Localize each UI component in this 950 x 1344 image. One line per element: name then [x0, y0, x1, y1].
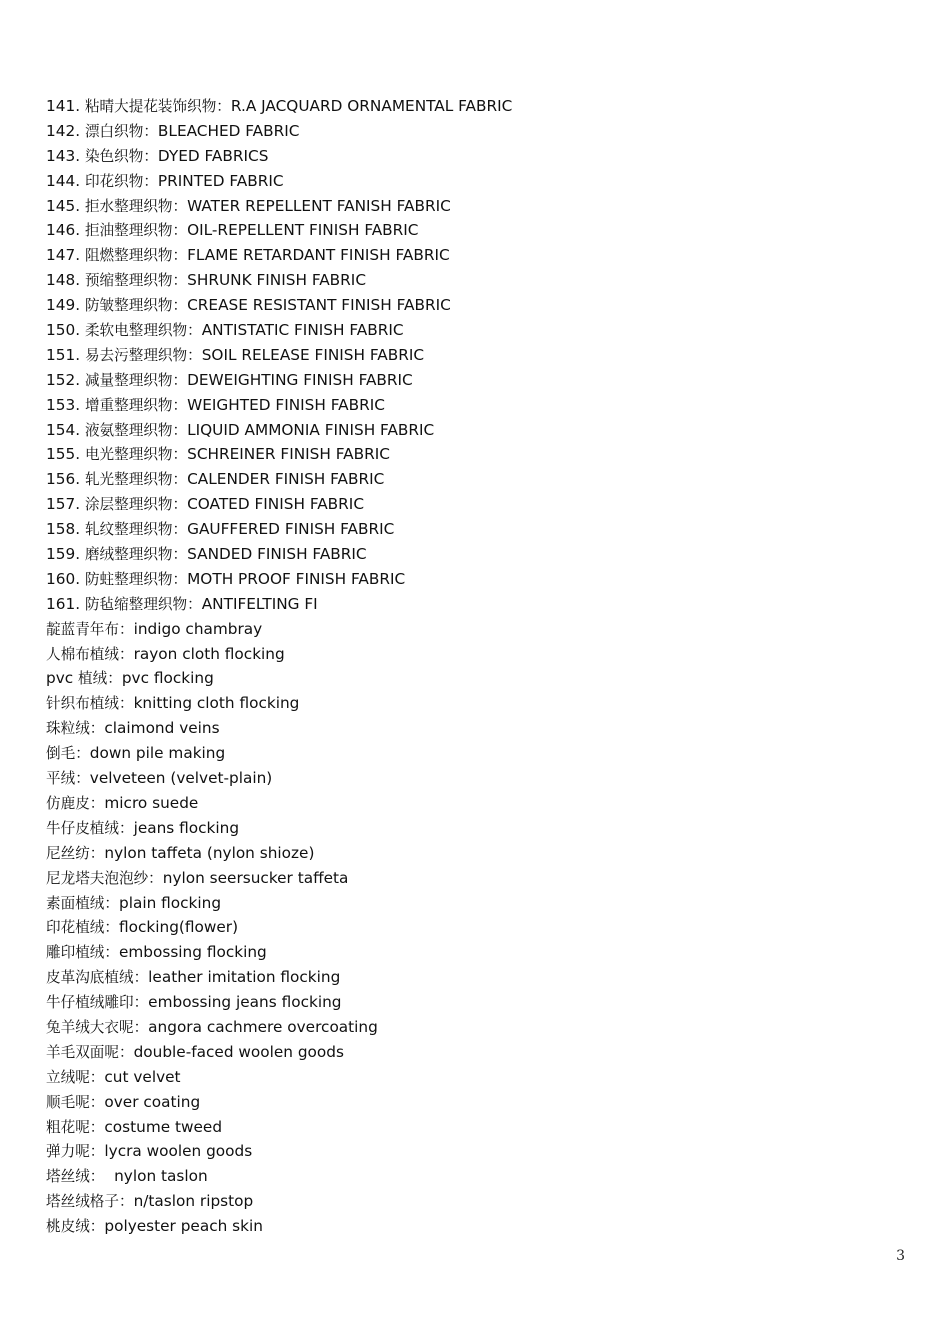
- entry-prefix: 141.: [46, 97, 85, 115]
- entry-chinese-term: 减量整理织物：: [84, 371, 188, 389]
- entry-english-term: PRINTED FABRIC: [157, 171, 284, 190]
- entry-chinese-term: 电光整理织物：: [84, 446, 188, 464]
- entry-chinese-term: 拒水整理织物：: [84, 197, 188, 215]
- entry-chinese-term: 阻燃整理织物：: [84, 247, 188, 265]
- entry-prefix: 154.: [46, 420, 85, 439]
- entry-english-term: down pile making: [89, 744, 226, 763]
- glossary-entry: [46, 194, 906, 219]
- entry-chinese-term: 倒毛：: [46, 745, 90, 763]
- glossary-entry: [46, 816, 906, 841]
- glossary-entry: [46, 965, 906, 990]
- entry-english-term: micro suede: [104, 793, 199, 812]
- entry-chinese-term: 顺毛呢：: [46, 1093, 105, 1111]
- entry-chinese-term: 涂层整理织物：: [84, 496, 188, 514]
- entry-prefix: 158.: [46, 520, 85, 539]
- entry-english-term: ANTISTATIC FINISH FABRIC: [201, 321, 404, 340]
- entry-chinese-term: 液氨整理织物：: [84, 421, 188, 439]
- entry-english-term: ANTIFELTING FI: [201, 594, 318, 613]
- glossary-list: [46, 94, 906, 1239]
- entry-prefix: 150.: [46, 321, 85, 340]
- entry-chinese-term: 粘晴大提花装饰织物：: [84, 98, 231, 115]
- glossary-entry: [46, 716, 906, 741]
- glossary-entry: [46, 1164, 906, 1189]
- entry-prefix: 147.: [46, 246, 85, 265]
- entry-english-term: FLAME RETARDANT FINISH FABRIC: [187, 246, 450, 265]
- entry-chinese-term: 雕印植绒：: [46, 944, 119, 962]
- entry-prefix: 152.: [46, 370, 85, 389]
- glossary-entry: [46, 1189, 906, 1214]
- glossary-entry: [46, 1214, 906, 1239]
- entry-prefix: 153.: [46, 395, 85, 414]
- entry-chinese-term: 针织布植绒：: [46, 695, 134, 713]
- entry-chinese-term: 易去污整理织物：: [84, 346, 202, 364]
- entry-chinese-term: 防毡缩整理织物：: [84, 595, 202, 613]
- glossary-entry: [46, 990, 906, 1015]
- entry-prefix: pvc: [46, 669, 79, 688]
- glossary-entry: [46, 492, 906, 517]
- entry-english-term: nylon taslon: [104, 1167, 208, 1186]
- glossary-entry: [46, 169, 906, 194]
- entry-english-term: costume tweed: [104, 1117, 223, 1136]
- entry-chinese-term: 立绒呢：: [46, 1068, 105, 1086]
- entry-english-term: WEIGHTED FINISH FABRIC: [187, 395, 385, 414]
- entry-prefix: 148.: [46, 271, 85, 290]
- entry-english-term: COATED FINISH FABRIC: [187, 495, 365, 514]
- entry-english-term: nylon taffeta (nylon shioze): [104, 843, 315, 862]
- entry-chinese-term: 塔丝绒格子：: [46, 1193, 134, 1211]
- entry-english-term: double-faced woolen goods: [133, 1042, 344, 1061]
- entry-english-term: polyester peach skin: [104, 1217, 263, 1236]
- entry-chinese-term: 拒油整理织物：: [84, 222, 188, 240]
- entry-prefix: 155.: [46, 445, 85, 464]
- entry-chinese-term: 防蛀整理织物：: [84, 570, 188, 588]
- entry-prefix: 159.: [46, 545, 85, 564]
- entry-chinese-term: 轧纹整理织物：: [84, 521, 188, 539]
- entry-chinese-term: 轧光整理织物：: [84, 471, 188, 489]
- entry-prefix: 145.: [46, 196, 85, 215]
- glossary-entry: [46, 1040, 906, 1065]
- entry-english-term: plain flocking: [118, 893, 222, 912]
- entry-chinese-term: 漂白织物：: [84, 122, 158, 140]
- glossary-entry: [46, 542, 906, 567]
- entry-chinese-term: 防皱整理织物：: [84, 297, 188, 315]
- glossary-entry: [46, 666, 906, 691]
- entry-english-term: DYED FABRICS: [157, 146, 269, 165]
- glossary-entry: [46, 343, 906, 368]
- glossary-entry: [46, 467, 906, 492]
- entry-english-term: R.A JACQUARD ORNAMENTAL FABRIC: [230, 97, 513, 115]
- entry-chinese-term: 柔软电整理织物：: [84, 322, 202, 340]
- entry-chinese-term: 印花植绒：: [46, 919, 119, 937]
- glossary-entry: [46, 517, 906, 542]
- entry-english-term: SOIL RELEASE FINISH FABRIC: [201, 345, 425, 364]
- glossary-entry: [46, 766, 906, 791]
- entry-chinese-term: 弹力呢：: [46, 1143, 105, 1161]
- entry-english-term: CALENDER FINISH FABRIC: [187, 470, 385, 489]
- entry-english-term: WATER REPELLENT FANISH FABRIC: [187, 196, 451, 215]
- entry-english-term: leather imitation flocking: [148, 968, 341, 987]
- entry-english-term: claimond veins: [104, 719, 220, 738]
- page-number: 3: [896, 1248, 905, 1264]
- entry-prefix: 157.: [46, 495, 85, 514]
- glossary-entry: [46, 1090, 906, 1115]
- entry-english-term: GAUFFERED FINISH FABRIC: [187, 520, 395, 539]
- entry-chinese-term: 预缩整理织物：: [84, 272, 188, 290]
- glossary-entry: [46, 368, 906, 393]
- entry-prefix: 146.: [46, 221, 85, 240]
- entry-english-term: indigo chambray: [133, 619, 263, 638]
- entry-chinese-term: 靛蓝青年布：: [46, 620, 134, 638]
- entry-english-term: knitting cloth flocking: [133, 694, 300, 713]
- glossary-entry: [46, 841, 906, 866]
- entry-prefix: 142.: [46, 121, 85, 140]
- entry-prefix: 144.: [46, 171, 85, 190]
- entry-chinese-term: 羊毛双面呢：: [46, 1043, 134, 1061]
- entry-english-term: DEWEIGHTING FINISH FABRIC: [187, 370, 413, 389]
- entry-english-term: nylon seersucker taffeta: [162, 868, 349, 887]
- entry-prefix: 149.: [46, 296, 85, 315]
- entry-chinese-term: 粗花呢：: [46, 1118, 105, 1136]
- glossary-entry: [46, 940, 906, 965]
- glossary-entry: [46, 144, 906, 169]
- glossary-entry: [46, 1115, 906, 1140]
- entry-english-term: SHRUNK FINISH FABRIC: [187, 271, 366, 290]
- entry-chinese-term: 磨绒整理织物：: [84, 546, 188, 564]
- entry-prefix: 156.: [46, 470, 85, 489]
- entry-chinese-term: 尼龙塔夫泡泡纱：: [46, 869, 163, 887]
- glossary-entry: [46, 1139, 906, 1164]
- entry-chinese-term: 增重整理织物：: [84, 396, 188, 414]
- entry-english-term: CREASE RESISTANT FINISH FABRIC: [187, 296, 451, 315]
- entry-chinese-term: 平绒：: [46, 770, 90, 788]
- entry-chinese-term: 珠粒绒：: [46, 720, 105, 738]
- entry-english-term: SCHREINER FINISH FABRIC: [187, 445, 390, 464]
- entry-english-term: pvc flocking: [121, 669, 214, 688]
- entry-english-term: LIQUID AMMONIA FINISH FABRIC: [187, 420, 435, 439]
- glossary-entry: [46, 442, 906, 467]
- entry-chinese-term: 人棉布植绒：: [46, 645, 134, 663]
- glossary-entry: [46, 393, 906, 418]
- glossary-entry: [46, 268, 906, 293]
- glossary-entry: [46, 1065, 906, 1090]
- entry-chinese-term: 塔丝绒：: [46, 1168, 105, 1186]
- entry-english-term: n/taslon ripstop: [133, 1192, 254, 1211]
- glossary-entry: [46, 741, 906, 766]
- entry-english-term: cut velvet: [104, 1067, 181, 1086]
- glossary-entry: [46, 293, 906, 318]
- entry-english-term: lycra woolen goods: [104, 1142, 253, 1161]
- entry-chinese-term: 桃皮绒：: [46, 1218, 105, 1236]
- entry-chinese-term: 植绒：: [78, 670, 122, 688]
- glossary-entry: [46, 691, 906, 716]
- entry-english-term: BLEACHED FABRIC: [157, 121, 300, 140]
- entry-prefix: 151.: [46, 345, 85, 364]
- entry-prefix: 161.: [46, 594, 85, 613]
- entry-english-term: flocking(flower): [118, 918, 239, 937]
- entry-english-term: jeans flocking: [133, 818, 240, 837]
- entry-english-term: over coating: [104, 1092, 201, 1111]
- entry-chinese-term: 牛仔皮植绒：: [46, 819, 134, 837]
- glossary-entry: [46, 617, 906, 642]
- glossary-entry: [46, 592, 906, 617]
- entry-chinese-term: 仿鹿皮：: [46, 794, 105, 812]
- glossary-entry: [46, 791, 906, 816]
- glossary-entry: [46, 642, 906, 667]
- glossary-entry: [46, 891, 906, 916]
- entry-chinese-term: 尼丝纺：: [46, 844, 105, 862]
- glossary-entry: [46, 1015, 906, 1040]
- entry-english-term: embossing jeans flocking: [148, 993, 342, 1012]
- entry-chinese-term: 皮革沟底植绒：: [46, 969, 149, 987]
- entry-english-term: SANDED FINISH FABRIC: [187, 545, 367, 564]
- entry-prefix: 143.: [46, 146, 85, 165]
- glossary-entry: [46, 94, 906, 119]
- entry-english-term: embossing flocking: [118, 943, 267, 962]
- glossary-entry: [46, 318, 906, 343]
- entry-chinese-term: 兔羊绒大衣呢：: [46, 1018, 149, 1036]
- entry-english-term: velveteen (velvet-plain): [89, 769, 273, 788]
- entry-english-term: rayon cloth flocking: [133, 644, 285, 663]
- entry-prefix: 160.: [46, 569, 85, 588]
- glossary-entry: [46, 418, 906, 443]
- entry-chinese-term: 牛仔植绒雕印：: [46, 994, 149, 1012]
- glossary-entry: [46, 915, 906, 940]
- entry-chinese-term: 染色织物：: [84, 147, 158, 165]
- entry-english-term: angora cachmere overcoating: [148, 1017, 378, 1036]
- glossary-entry: [46, 567, 906, 592]
- glossary-entry: [46, 243, 906, 268]
- entry-english-term: OIL-REPELLENT FINISH FABRIC: [187, 221, 419, 240]
- entry-chinese-term: 素面植绒：: [46, 894, 119, 912]
- glossary-entry: [46, 218, 906, 243]
- glossary-entry: [46, 866, 906, 891]
- entry-chinese-term: 印花织物：: [84, 172, 158, 190]
- glossary-entry: [46, 119, 906, 144]
- entry-english-term: MOTH PROOF FINISH FABRIC: [187, 569, 406, 588]
